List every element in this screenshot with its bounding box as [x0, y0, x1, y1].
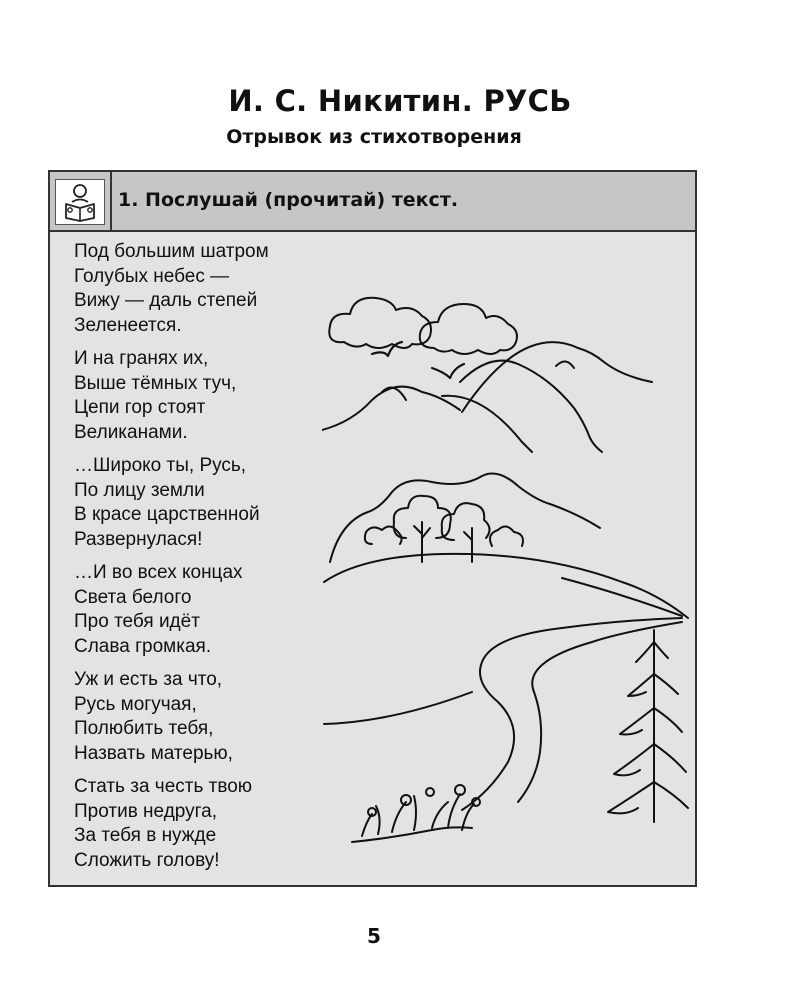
poem-line: Великанами.	[74, 421, 188, 443]
poem-line: В красе царственной	[74, 504, 260, 525]
page-number: 5	[367, 924, 381, 948]
poem-line: Голубых небес —	[74, 265, 230, 287]
task-frame	[48, 170, 697, 887]
poem-line: Полюбить тебя,	[74, 718, 214, 739]
poem-line: Цепи гор стоят	[74, 397, 206, 418]
poem-line: Сложить голову!	[74, 849, 220, 871]
poem-line: Назвать матерью,	[74, 742, 233, 764]
task-header-divider	[110, 172, 112, 230]
poem-line: По лицу земли	[74, 479, 205, 501]
stanza	[74, 240, 269, 338]
poem-line: Стать за честь твою	[74, 776, 253, 797]
poem-line: И на гранях их,	[74, 348, 209, 369]
cloud-icon	[420, 304, 517, 354]
poem-line: Зеленеется.	[74, 314, 182, 336]
poem-line: …Широко ты, Русь,	[74, 455, 247, 476]
poem-line: Слава громкая.	[74, 635, 212, 657]
poem-line: Под большим шатром	[74, 241, 269, 262]
stanza	[74, 347, 269, 445]
page-subtitle: Отрывок из стихотворения	[226, 126, 522, 148]
poem-line: Уж и есть за что,	[74, 669, 223, 690]
poem-line: Вижу — даль степей	[74, 290, 258, 311]
poem-line: За тебя в нужде	[74, 825, 217, 846]
poem-line: Развернулася!	[74, 528, 203, 550]
task-header	[50, 172, 695, 232]
stanza	[74, 454, 269, 552]
cloud-icon	[329, 298, 431, 348]
stanza	[74, 668, 269, 766]
stanza	[74, 775, 269, 873]
poem-line: Русь могучая,	[74, 693, 197, 715]
flowers-icon	[352, 785, 480, 842]
poem-line: …И во всех концах	[74, 562, 243, 583]
landscape-illustration	[322, 282, 692, 876]
page-title: И. С. Никитин. РУСЬ	[228, 84, 572, 118]
poem-line: Против недруга,	[74, 800, 218, 822]
reading-child-icon	[55, 179, 105, 225]
poem-line: Про тебя идёт	[74, 611, 200, 632]
task-instruction: 1. Послушай (прочитай) текст.	[118, 189, 459, 211]
stanza	[74, 561, 269, 659]
fir-tree-icon	[608, 630, 688, 822]
poem-text	[74, 240, 269, 882]
poem-line: Света белого	[74, 586, 192, 608]
poem-line: Выше тёмных туч,	[74, 372, 237, 394]
